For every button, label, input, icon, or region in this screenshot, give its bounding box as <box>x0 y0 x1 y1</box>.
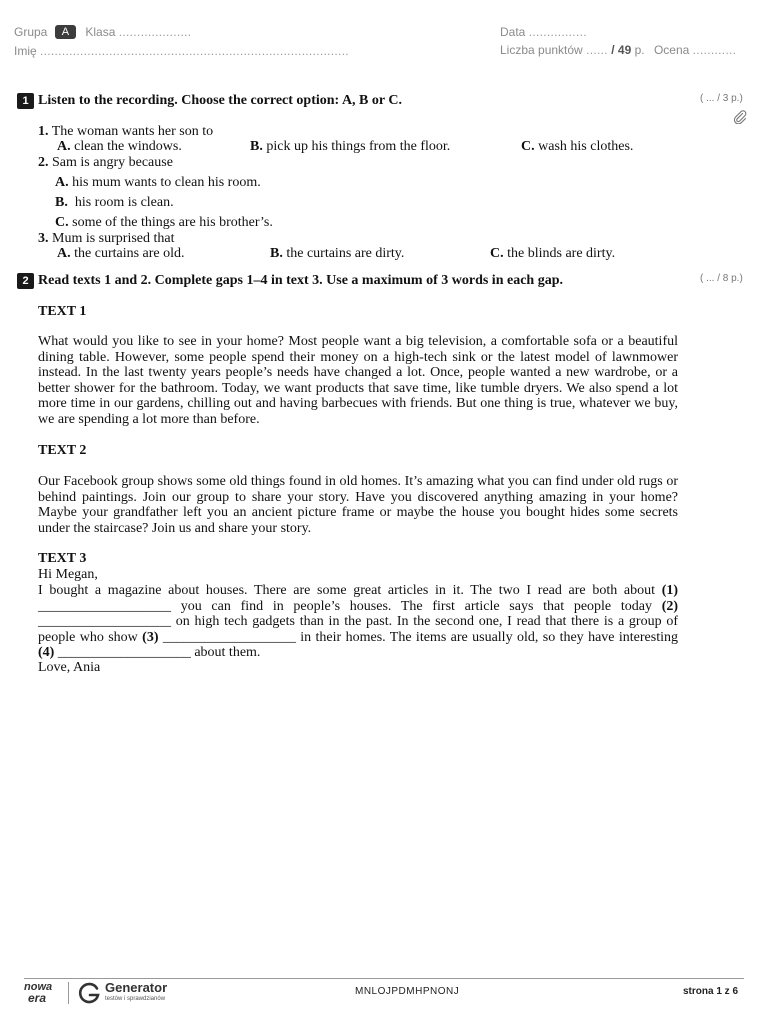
option-text: wash his clothes. <box>538 139 634 154</box>
text3-signoff: Love, Ania <box>38 660 101 675</box>
gap-2-input[interactable]: ___________________ <box>38 614 171 630</box>
question-text: Sam is angry because <box>52 155 173 170</box>
text2-heading: TEXT 2 <box>38 443 87 458</box>
task-number-2: 2 <box>17 273 34 289</box>
question-number: 2. <box>38 155 49 170</box>
text2-body: Our Facebook group shows some old things found in old homes. It’s amazing what you can find under old rugs or behind paintings. Join our group to share your story. Have you discovered anything amazing in your home? Maybe your grandfather left you an ancient picture frame or maybe the house you bought hides some secrets under the staircase? Join us and share your story. <box>38 474 678 536</box>
page-number: strona 1 z 6 <box>683 986 739 997</box>
text1-body: What would you like to see in your home? Most people want a big television, a comfortable sofa or a beautiful dining table. However, some people spend their money on a high-tech sink or the latest model of lawnmower instead. In the last twenty years people’s needs have changed a lot. Once, people wanted a new wardrobe, or a better shower for the bathroom. Today, we want products that save time, like tumble dryers. We also spend a lot more time in our gardens, chilling out and having barbecues with friends. But one thing is true, whatever we buy, we are spending a lot more than before. <box>38 334 678 427</box>
name-field[interactable]: ..................................................................................... <box>40 44 349 58</box>
question-number: 1. <box>38 124 49 139</box>
option-1a[interactable] <box>57 139 182 155</box>
points-separator: / <box>611 43 615 57</box>
text1-heading: TEXT 1 <box>38 304 87 319</box>
task-title-1: Listen to the recording. Choose the correct option: A, B or C. <box>38 93 402 108</box>
class-field[interactable]: .................... <box>118 25 192 39</box>
logo-divider <box>68 982 69 1004</box>
option-letter: B. <box>250 139 263 154</box>
option-text: some of the things are his brother’s. <box>72 215 273 230</box>
text3-segment: on high tech gadgets than in the past. In the second one, I read that there is a group of people who show <box>38 614 679 645</box>
text3-segment: you can find in people’s houses. The first article says that people today <box>180 598 652 614</box>
group-label: Grupa <box>14 25 48 39</box>
generator-title: Generator <box>105 980 168 995</box>
text3-segment: in their homes. The items are usually old, so they have interesting <box>300 629 678 645</box>
gap-number-1: (1) <box>661 583 679 598</box>
gap-1-input[interactable]: ___________________ <box>38 598 171 614</box>
gap-number-3: (3) <box>142 629 159 645</box>
option-1c[interactable] <box>521 139 633 155</box>
option-2c[interactable] <box>55 215 273 231</box>
points-unit: p. <box>634 43 645 57</box>
question-number: 3. <box>38 231 49 246</box>
grade-label: Ocena <box>653 43 690 57</box>
option-text: pick up his things from the floor. <box>266 139 451 154</box>
document-code: MNLOJPDMHPNONJ <box>355 986 460 997</box>
points-label: Liczba punktów <box>500 43 583 57</box>
option-letter: B. <box>55 195 68 210</box>
option-3a[interactable] <box>57 246 185 262</box>
group-row <box>14 25 191 39</box>
nowa-era-logo <box>24 982 64 1008</box>
paperclip-icon[interactable] <box>733 110 747 124</box>
option-2b[interactable] <box>55 195 174 211</box>
gap-number-2: (2) <box>661 598 679 614</box>
question-3 <box>38 231 175 247</box>
option-letter: A. <box>57 246 71 261</box>
option-letter: C. <box>490 246 504 261</box>
text3-segment: I bought a magazine about houses. There are some great articles in it. The two I read are both about <box>38 583 655 598</box>
text3-heading: TEXT 3 <box>38 551 87 566</box>
name-row <box>14 44 349 58</box>
points-row <box>500 43 736 57</box>
question-2 <box>38 155 173 171</box>
text3-body <box>38 583 678 661</box>
gap-4-input[interactable]: ___________________ <box>57 645 191 661</box>
name-label: Imię <box>14 44 37 58</box>
option-text: his mum wants to clean his room. <box>72 175 261 190</box>
question-text: The woman wants her son to <box>51 124 214 139</box>
footer-divider <box>24 978 744 979</box>
date-field[interactable]: ................ <box>528 25 587 39</box>
class-label: Klasa <box>85 25 116 39</box>
points-max: 49 <box>617 43 632 57</box>
gap-number-4: (4) <box>38 645 55 661</box>
text3-greeting: Hi Megan, <box>38 567 98 582</box>
option-text: the curtains are old. <box>74 246 185 261</box>
date-row <box>500 25 587 39</box>
date-label: Data <box>500 25 526 39</box>
grade-field[interactable]: ............ <box>692 43 737 57</box>
points-field[interactable]: ...... <box>586 43 608 57</box>
option-letter: A. <box>55 175 69 190</box>
task-title-2: Read texts 1 and 2. Complete gaps 1–4 in text 3. Use a maximum of 3 words in each gap. <box>38 273 563 288</box>
option-text: clean the windows. <box>74 139 182 154</box>
generator-subtitle: testów i sprawdzianów <box>105 996 166 1002</box>
text3-segment: about them. <box>194 645 261 661</box>
logo-nowa: nowa <box>24 981 53 993</box>
task-points-1: ( ... / 3 p.) <box>700 93 743 104</box>
option-letter: C. <box>521 139 535 154</box>
option-letter: C. <box>55 215 69 230</box>
task-number-1: 1 <box>17 93 34 109</box>
option-text: the curtains are dirty. <box>286 246 405 261</box>
task-points-2: ( ... / 8 p.) <box>700 273 743 284</box>
option-letter: A. <box>57 139 71 154</box>
gap-3-input[interactable]: ___________________ <box>162 629 296 645</box>
group-badge: A <box>55 25 76 39</box>
option-text: the blinds are dirty. <box>507 246 616 261</box>
option-text: his room is clean. <box>71 195 174 210</box>
question-text: Mum is surprised that <box>52 231 175 246</box>
option-1b[interactable] <box>250 139 450 155</box>
option-3c[interactable] <box>490 246 615 262</box>
logo-era: era <box>28 991 47 1005</box>
option-letter: B. <box>270 246 283 261</box>
generator-g-icon <box>77 981 101 1005</box>
option-3b[interactable] <box>270 246 404 262</box>
option-2a[interactable] <box>55 175 261 191</box>
question-1 <box>38 124 213 140</box>
